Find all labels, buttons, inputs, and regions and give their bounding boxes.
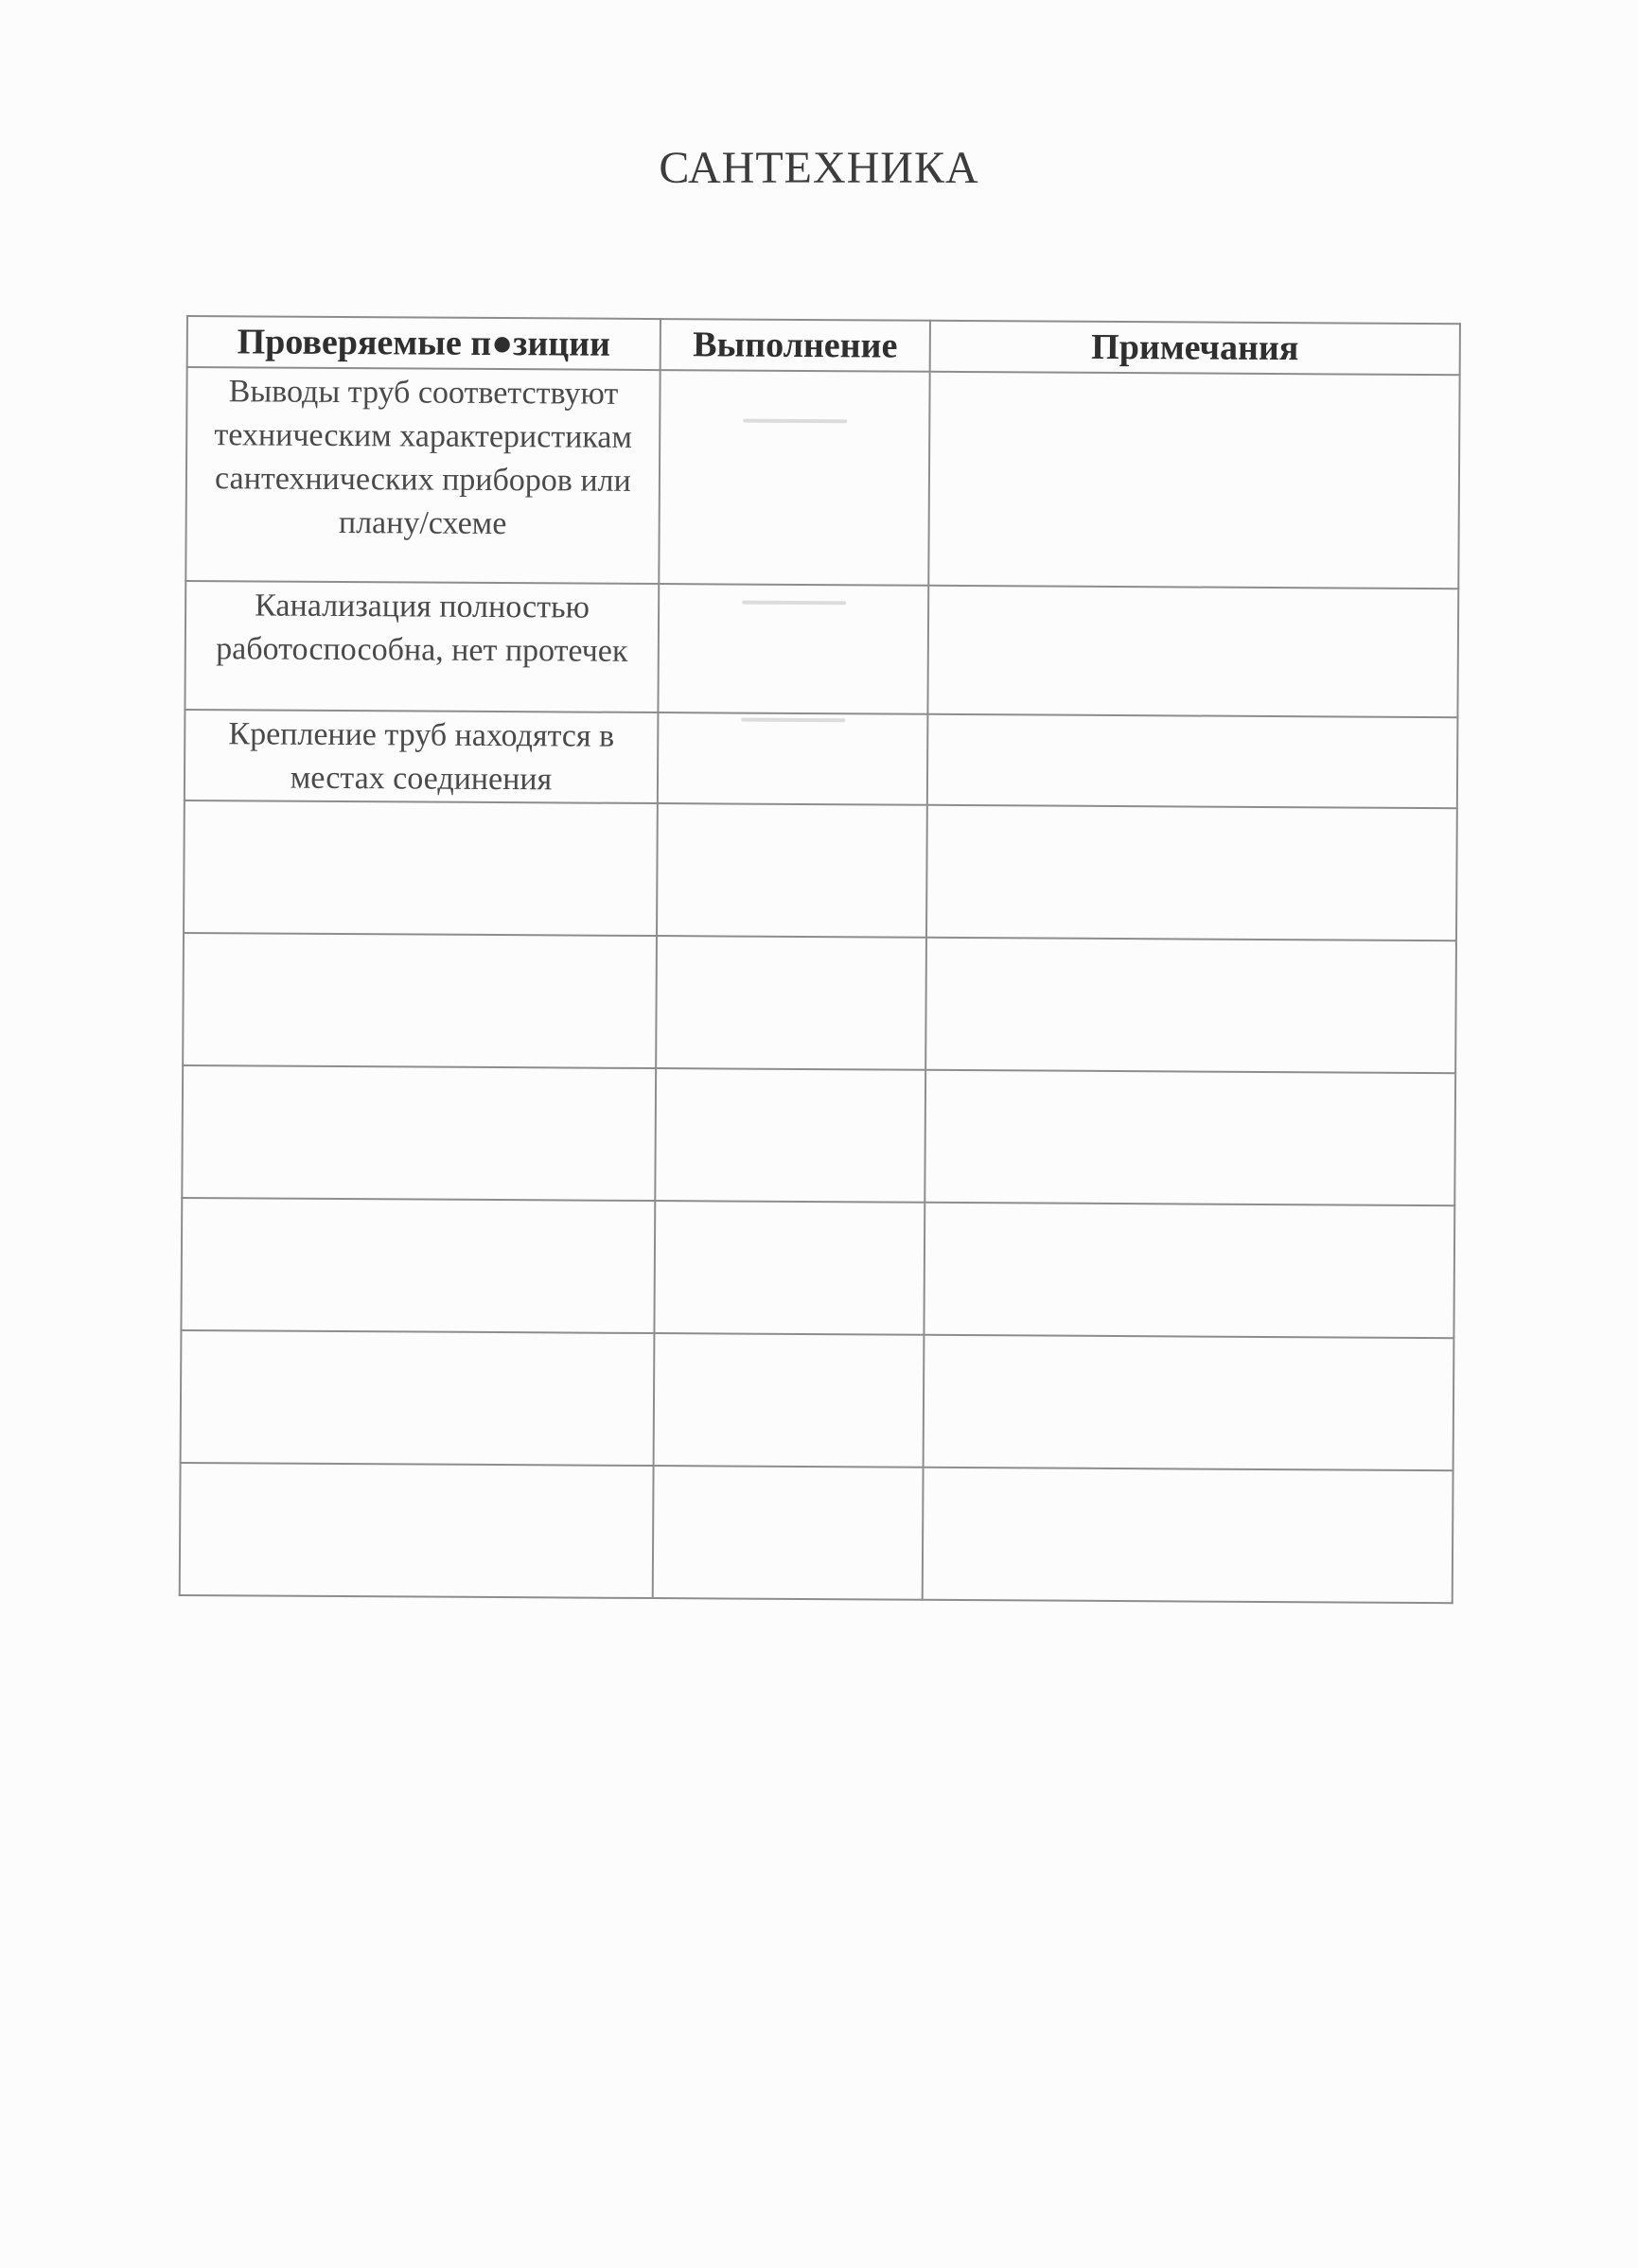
table-header-row <box>187 316 1460 375</box>
done-cell[interactable] <box>658 584 928 714</box>
position-cell: Канализация полностью работоспособна, нет протечек <box>185 581 659 712</box>
notes-cell[interactable] <box>924 1335 1454 1470</box>
position-cell[interactable] <box>181 1198 655 1333</box>
position-cell[interactable] <box>180 1463 654 1598</box>
faint-check-mark <box>742 601 846 606</box>
position-cell[interactable] <box>182 1065 656 1201</box>
position-cell[interactable] <box>181 1330 655 1466</box>
done-cell[interactable] <box>657 803 927 938</box>
position-cell: Крепление труб находятся в местах соединения <box>185 710 659 803</box>
done-cell[interactable] <box>655 1068 925 1203</box>
header-done: Выполнение <box>660 319 930 372</box>
table-row <box>185 710 1458 808</box>
page-title: САНТЕХНИКА <box>659 143 979 193</box>
faint-check-mark <box>743 419 847 424</box>
faint-check-mark <box>741 718 845 723</box>
table-row <box>185 367 1459 589</box>
position-cell[interactable] <box>184 800 658 936</box>
table-row <box>184 800 1457 941</box>
notes-cell[interactable] <box>927 586 1458 717</box>
done-cell[interactable] <box>654 1333 925 1468</box>
done-cell[interactable] <box>653 1466 924 1600</box>
done-cell[interactable] <box>654 1201 925 1335</box>
notes-cell[interactable] <box>925 1070 1455 1205</box>
table-row <box>180 1463 1453 1603</box>
table-row <box>182 1065 1455 1205</box>
header-positions: Проверяемые п●зиции <box>187 316 660 370</box>
done-cell[interactable] <box>656 936 926 1070</box>
position-cell[interactable] <box>183 933 657 1068</box>
notes-cell[interactable] <box>923 1468 1453 1603</box>
header-notes: Примечания <box>930 321 1460 375</box>
notes-cell[interactable] <box>924 1203 1454 1338</box>
table-row <box>181 1198 1454 1338</box>
table-row <box>183 933 1456 1073</box>
notes-cell[interactable] <box>926 805 1457 941</box>
plumbing-checklist-table <box>179 315 1461 1604</box>
notes-cell[interactable] <box>925 938 1456 1073</box>
done-cell[interactable] <box>659 370 929 586</box>
notes-cell[interactable] <box>927 714 1458 808</box>
position-cell: Выводы труб соответствуют техническим характеристикам сантехнических приборов или плану/схеме <box>185 367 660 584</box>
table-row <box>185 581 1458 717</box>
done-cell[interactable] <box>658 712 928 805</box>
notes-cell[interactable] <box>928 372 1459 589</box>
table-row <box>181 1330 1454 1470</box>
